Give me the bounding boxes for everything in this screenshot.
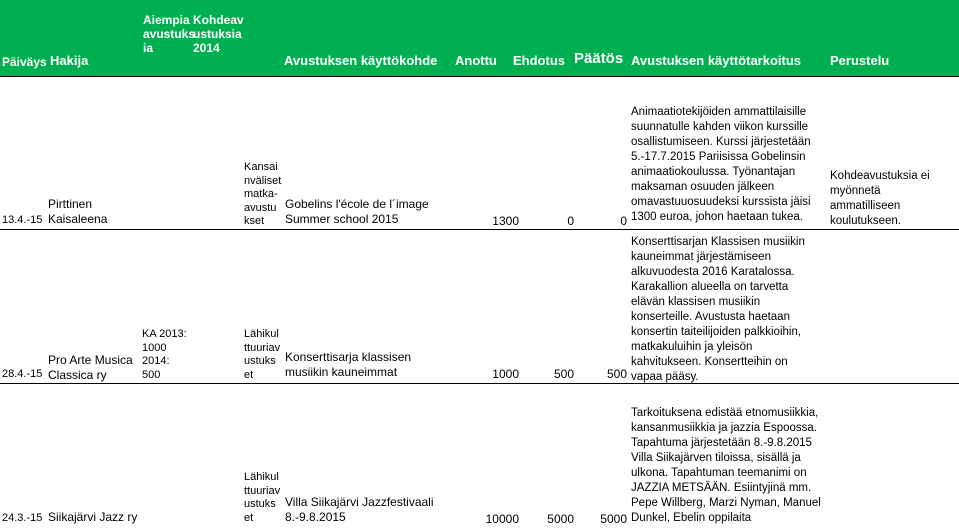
cell-purpose: Konserttisarja klassisen musiikin kauneimmat [285,350,412,379]
cell-proposal: 5000 [547,512,574,526]
cell-applied: 1300 [492,214,519,228]
cell-date: 28.4.-15 [2,368,43,380]
cell-reason: Kohdeavustuksia ei myönnetä ammatilliseen koulutukseen. [830,170,930,227]
cell-kohde2014: Lähikul ttuuriav ustuks et [244,471,281,524]
cell-applicant: Siikajärvi Jazz ry [48,510,138,524]
table-header [0,0,959,77]
header-ehdotus: Ehdotus [513,53,565,68]
header-paivays: Päiväys [2,55,47,69]
cell-usage: Tarkoituksena edistää etnomusiikkia, kansanmusiikkia ja jazzia Espoossa. Tapahtuma järjestetään 8.-9.8.2015 Villa Siikajärven tiloissa, sisällä ja ulkona. Tapahtuman teemanimi on JAZZIA METSÄÄN. Esiintyjinä mm. Pepe Willberg, Marzi Nyman, Manuel Dunkel, Ebelin oppilaita [631,407,821,524]
header-aiempia-avustuksia: Aiempia avustuks ia [143,13,196,55]
cell-decision: 0 [620,214,627,228]
cell-decision: 500 [606,367,627,381]
header-hakija: Hakija [50,53,89,68]
table-row [0,384,959,529]
header-paatos: Päätös [574,50,624,67]
table-row [0,77,959,230]
cell-usage: Konserttisarjan Klassisen musiikin kauneimmat järjestämiseen alkuvuodesta 2016 Karatalossa. Karakallion alueella on tarvetta elävän klassisen musiikin konserteille. Avustusta haetaan konsertin taiteilijoiden palkkioihin, matkakuluihin ja yleisön kahvitukseen. Konsertteihin on vapaa pääsy. [631,236,805,383]
cell-applicant: Pirttinen Kaisaleena [48,197,108,226]
cell-proposal: 0 [567,214,574,228]
cell-date: 24.3.-15 [2,512,43,524]
cell-date: 13.4.-15 [2,214,43,226]
header-kayttotarkoitus: Avustuksen käyttötarkoitus [631,53,802,68]
cell-kohde2014: Lähikul ttuuriav ustuks et [244,328,281,381]
header-perustelu: Perustelu [830,53,890,68]
cell-applied: 1000 [492,367,519,381]
cell-kohde2014: Kansai nväliset matka- avustu kset [244,161,282,227]
cell-proposal: 500 [553,367,574,381]
cell-decision: 5000 [600,512,627,526]
cell-applied: 10000 [485,512,519,526]
cell-purpose: Villa Siikajärvi Jazzfestivaali 8.-9.8.2015 [285,495,434,524]
table-row [0,230,959,384]
cell-purpose: Gobelins l'école de l´image Summer school 2015 [285,197,429,226]
header-anottu: Anottu [455,53,497,68]
cell-usage: Animaatiotekijöiden ammattilaisille suunnatulle kahden viikon kurssille osallistumiseen. Kurssi järjestetään 5.-17.7.2015 Pariisissa Gobelinsin animaatiokoulussa. Työnantajan maksaman osuuden jälkeen omavastuuosuudeksi kurssista jäisi 1300 euroa, johon haetaan tukea. [631,106,811,223]
cell-applicant: Pro Arte Musica Classica ry [48,353,133,382]
header-kayttokohde: Avustuksen käyttökohde [284,53,438,68]
cell-previous: KA 2013: 1000 2014: 500 [142,328,187,381]
header-kohdeavustuksia-2014: Kohdeav ustuksia 2014 [193,13,244,55]
